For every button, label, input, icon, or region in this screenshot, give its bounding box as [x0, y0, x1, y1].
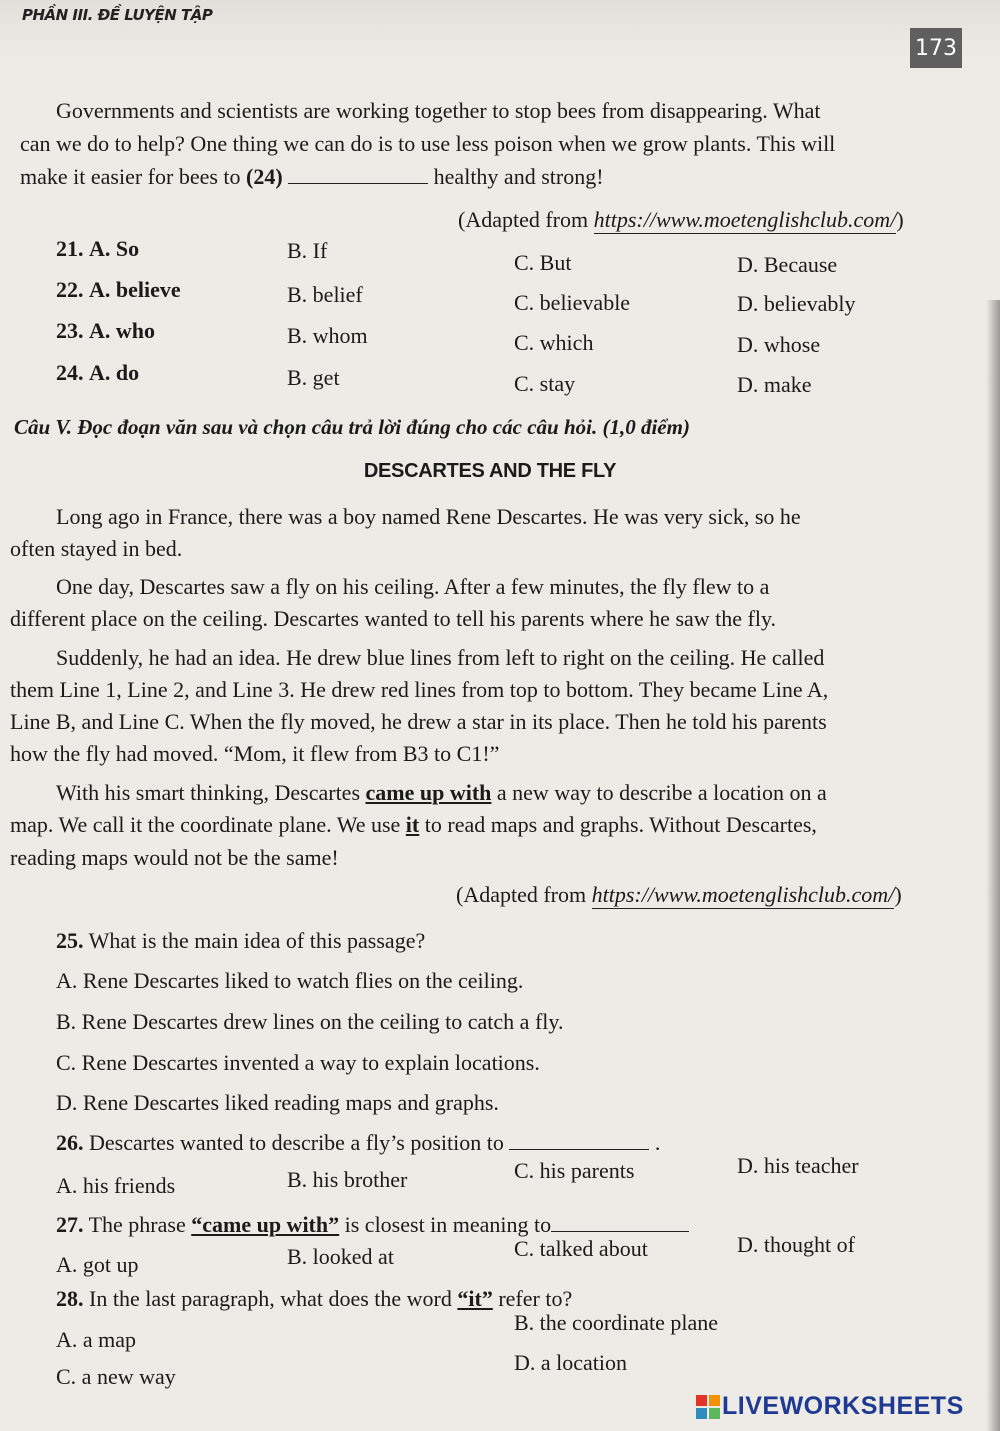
option-25b[interactable]: B. Rene Descartes drew lines on the ceiling to catch a fly.: [56, 1009, 564, 1034]
paragraph-line: them Line 1, Line 2, and Line 3. He drew red lines from top to bottom. They became Line A,: [10, 677, 829, 702]
question-25: 25. What is the main idea of this passage?: [56, 928, 426, 953]
passage-title: DESCARTES AND THE FLY: [363, 460, 617, 482]
question-21: 21. A. So: [56, 236, 140, 261]
option-26d[interactable]: D. his teacher: [737, 1153, 859, 1178]
liveworksheets-brand: LIVEWORKSHEETS: [722, 1392, 964, 1420]
option-27b[interactable]: B. looked at: [287, 1244, 394, 1269]
question-28: 28. In the last paragraph, what does the word “it” refer to?: [56, 1286, 573, 1311]
liveworksheets-icon: [696, 1395, 720, 1419]
paragraph-line: map. We call it the coordinate plane. We use it to read maps and graphs. Without Descartes,: [10, 812, 817, 837]
paragraph-line: Suddenly, he had an idea. He drew blue lines from left to right on the ceiling. He called: [56, 645, 825, 670]
paragraph-line: often stayed in bed.: [10, 536, 183, 561]
option-21b[interactable]: B. If: [287, 238, 328, 263]
question-23: 23. A. who: [56, 318, 156, 343]
section-label: PHẦN III. ĐỀ LUYỆN TẬP: [22, 6, 213, 24]
answer-blank-27[interactable]: [551, 1231, 689, 1232]
option-21c[interactable]: C. But: [514, 250, 572, 275]
option-25d[interactable]: D. Rene Descartes liked reading maps and graphs.: [56, 1090, 499, 1115]
source-link: https://www.moetenglishclub.com/: [591, 882, 895, 907]
option-24b[interactable]: B. get: [287, 365, 340, 390]
option-27d[interactable]: D. thought of: [737, 1232, 855, 1257]
paragraph-line: One day, Descartes saw a fly on his ceiling. After a few minutes, the fly flew to a: [56, 574, 770, 599]
option-26a[interactable]: A. his friends: [56, 1173, 176, 1198]
liveworksheets-logo: [696, 1392, 964, 1421]
question-22: 22. A. believe: [56, 277, 181, 302]
option-22c[interactable]: C. believable: [514, 290, 631, 315]
question-26: 26. Descartes wanted to describe a fly’s position to .: [56, 1130, 661, 1155]
paragraph-line: reading maps would not be the same!: [10, 845, 339, 870]
option-28a[interactable]: A. a map: [56, 1327, 137, 1352]
page-edge-shadow: [986, 300, 1000, 1431]
option-28c[interactable]: C. a new way: [56, 1364, 176, 1389]
option-21d[interactable]: D. Because: [737, 252, 838, 277]
option-24c[interactable]: C. stay: [514, 371, 576, 396]
paragraph-line: different place on the ceiling. Descartes wanted to tell his parents where he saw the fly.: [10, 606, 777, 631]
answer-blank-26[interactable]: [509, 1149, 649, 1150]
option-27c[interactable]: C. talked about: [514, 1236, 648, 1261]
option-26b[interactable]: B. his brother: [287, 1167, 408, 1192]
option-22d[interactable]: D. believably: [737, 291, 856, 316]
paragraph-line: With his smart thinking, Descartes came up with a new way to describe a location on a: [56, 780, 827, 805]
answer-blank-24[interactable]: [288, 183, 428, 184]
passage2-source: (Adapted from https://www.moetenglishclub.com/): [456, 882, 902, 907]
phrase-came-up-with: came up with: [365, 780, 492, 805]
question-27: 27. The phrase “came up with” is closest in meaning to: [56, 1212, 689, 1238]
option-23c[interactable]: C. which: [514, 330, 594, 355]
word-it: it: [405, 812, 420, 837]
paragraph-line: Line B, and Line C. When the fly moved, he drew a star in its place. Then he told his parents: [10, 709, 827, 734]
option-23d[interactable]: D. whose: [737, 332, 821, 357]
page-number: 173: [910, 28, 962, 68]
section5-instruction: Câu V. Đọc đoạn văn sau và chọn câu trả lời đúng cho các câu hỏi. (1,0 điểm): [14, 415, 690, 439]
source-link: https://www.moetenglishclub.com/: [593, 207, 897, 232]
phrase-came-up-with-quoted: “came up with”: [191, 1212, 340, 1237]
word-it-quoted: “it”: [457, 1286, 493, 1311]
passage1-source: (Adapted from https://www.moetenglishclub.com/): [458, 207, 904, 232]
option-26c[interactable]: C. his parents: [514, 1158, 635, 1183]
passage1-line: Governments and scientists are working together to stop bees from disappearing. What: [56, 98, 821, 123]
option-23b[interactable]: B. whom: [287, 323, 368, 348]
option-27a[interactable]: A. got up: [56, 1252, 139, 1277]
passage1-line: can we do to help? One thing we can do is to use less poison when we grow plants. This will: [20, 131, 836, 156]
paragraph-line: Long ago in France, there was a boy named Rene Descartes. He was very sick, so he: [56, 504, 801, 529]
passage1-line: make it easier for bees to (24) healthy and strong!: [20, 164, 604, 189]
paragraph-line: how the fly had moved. “Mom, it flew from B3 to C1!”: [10, 741, 500, 766]
option-28d[interactable]: D. a location: [514, 1350, 628, 1375]
option-25a[interactable]: A. Rene Descartes liked to watch flies on the ceiling.: [56, 968, 524, 993]
question-24: 24. A. do: [56, 360, 140, 385]
option-24d[interactable]: D. make: [737, 372, 812, 397]
option-25c[interactable]: C. Rene Descartes invented a way to explain locations.: [56, 1050, 540, 1075]
option-28b[interactable]: B. the coordinate plane: [514, 1310, 719, 1335]
option-22b[interactable]: B. belief: [287, 282, 363, 307]
